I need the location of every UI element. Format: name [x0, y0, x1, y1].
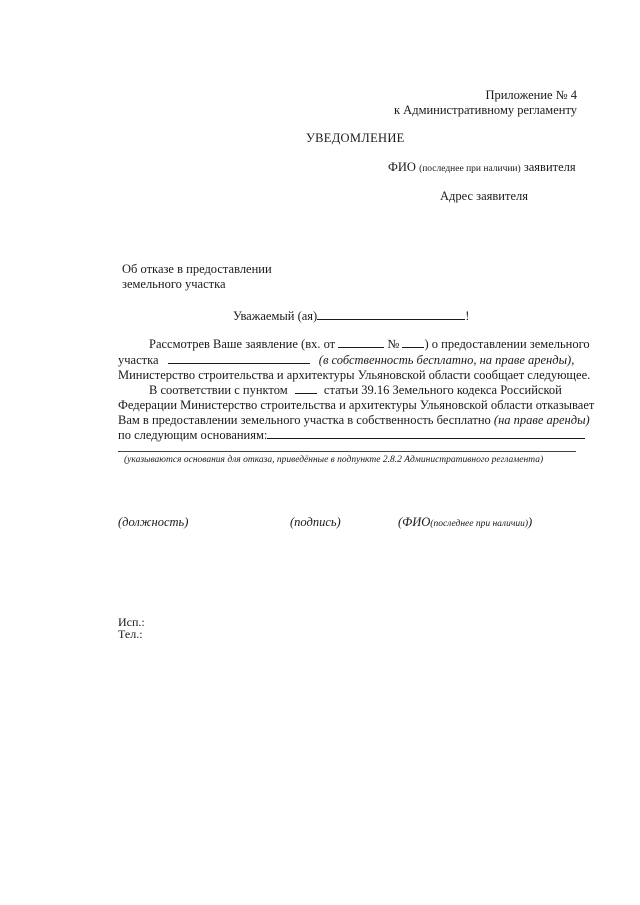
- regulation-label: к Административному регламенту: [393, 103, 577, 117]
- body-p1-line3: Министерство строительства и архитектуры Ульяновской области сообщает следующее.: [118, 368, 591, 382]
- signature-sign: (подпись): [290, 515, 341, 529]
- body-p2-text-a: В соответствии с пунктом: [149, 383, 288, 397]
- reasons-blank: [267, 428, 585, 439]
- number-blank: [402, 337, 424, 348]
- body-p2-text-d: Вам в предоставлении земельного участка в собственность бесплатно: [118, 413, 491, 427]
- executor-label: Исп.:: [118, 615, 145, 629]
- body-p2-line3: [118, 413, 590, 428]
- body-p2-text-f: по следующим основаниям:: [118, 428, 268, 442]
- signature-fio: [398, 515, 532, 530]
- appendix-label: Приложение № 4: [485, 88, 577, 102]
- body-p2-text-e: (на праве аренды): [493, 413, 590, 427]
- subject-line-2: земельного участка: [122, 277, 226, 291]
- signature-position: (должность): [118, 515, 189, 529]
- greeting-name-blank: [317, 309, 465, 320]
- item-blank: [295, 383, 317, 394]
- applicant-fio: [388, 160, 576, 175]
- body-p2-line1: [149, 383, 562, 398]
- greeting-end: !: [465, 309, 470, 323]
- body-p1-text-a: Рассмотрев Ваше заявление (вх. от: [149, 337, 336, 351]
- applicant-fio-main: ФИО: [388, 160, 416, 174]
- phone-label: Тел.:: [118, 627, 143, 641]
- document-title: УВЕДОМЛЕНИЕ: [306, 131, 405, 145]
- signature-fio-main: (ФИО: [398, 515, 431, 529]
- subject-line-1: Об отказе в предоставлении: [122, 262, 272, 276]
- number-sign: №: [387, 337, 400, 351]
- body-p1-text-c: участка: [118, 353, 159, 367]
- reasons-line-2: [118, 451, 576, 452]
- applicant-address: Адрес заявителя: [440, 189, 528, 203]
- reasons-note: (указываются основания для отказа, приведённые в подпункте 2.8.2 Административного регламента): [124, 455, 544, 465]
- date-blank: [338, 337, 384, 348]
- body-p1-text-d: (в собственность бесплатно, на праве аренды),: [318, 353, 575, 367]
- body-p2-line2: Федерации Министерство строительства и архитектуры Ульяновской области отказывает: [118, 398, 595, 412]
- body-p1-line2: [118, 353, 574, 368]
- plot-blank: [168, 353, 310, 364]
- body-p2-text-b: статьи 39.16 Земельного кодекса Российской: [323, 383, 562, 397]
- applicant-fio-note: (последнее при наличии): [419, 164, 521, 174]
- greeting: [233, 309, 469, 324]
- signature-fio-end: ): [528, 515, 533, 529]
- signature-fio-note: (последнее при наличии): [430, 519, 529, 529]
- body-p2-line4: [118, 428, 585, 443]
- body-p1-line1: Рассмотрев Ваше заявление (вх. от № ) о предоставлении земельного: [149, 337, 590, 351]
- greeting-text: Уважаемый (ая): [233, 309, 318, 323]
- applicant-fio-tail: заявителя: [523, 160, 576, 174]
- body-p1-text-b: о предоставлении земельного: [431, 337, 590, 351]
